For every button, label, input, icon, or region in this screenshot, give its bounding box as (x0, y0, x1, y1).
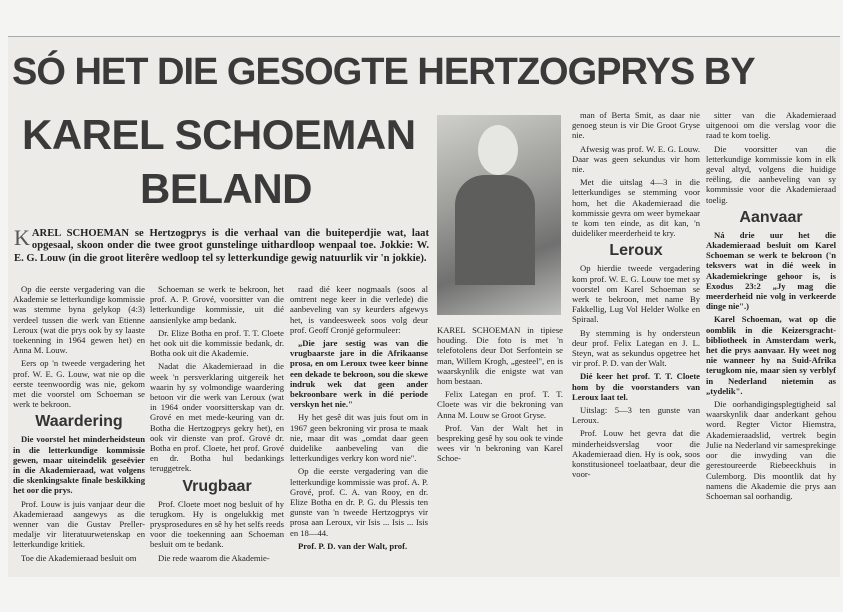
paragraph: Eers op 'n tweede vergadering het prof. W. E. G. Louw, wat nie op die eerste teenwoordig was nie, gekom met die voorstel om Schoeman se werk te bekroon. (13, 358, 145, 410)
column-3 (290, 284, 428, 554)
paragraph: Prof. Louw het gevra dat die minderheidsverslag voor die Akademieraad dien. Hy is ook, soos konstitusioneel toelaatbaar, deur die voor- (572, 428, 700, 480)
paragraph: Die oorhandigingsplegtigheid sal waarskynlik daar anderkant gehou word. Regter Victor Hiemstra, Akademieraadslid, vertrek begin Julie na Nederland vir samesprekinge oor die inwyding van die gerestoureerde Riebeeckhuis in Culemborg. Dis moontlik dat hy namens die Akademie die prys aan Schoeman sal oorhandig. (706, 399, 836, 501)
paragraph: Felix Lategan en prof. T. T. Cloete was vir die bekroning van Anna M. Louw se Groot Gryse. (437, 389, 563, 420)
paragraph: Met die uitslag 4—3 in die letterkundiges se stemming voor hom, het die Akademieraad die kommissie gevra om weer bymekaar te kom ten einde, as dit kan, 'n duideliker meerderheid te kry. (572, 177, 700, 239)
paragraph: Toe die Akademieraad besluit om (21, 552, 137, 563)
paragraph: Op die eerste vergadering van die Akademie se letterkundige kommissie was stemme byna gelykop (4:3) verdeel tussen die werk van Etienne Leroux (wat die prys ook by sy laaste toekenning in 1964 gewen het) en Anna M. Louw. (13, 284, 145, 356)
column-1 (13, 284, 145, 566)
paragraph: Prof. Cloete moet nog besluit of hy terugkom. Hy is ongelukkig met prysprosedures en sê hy het selfs reeds voor die toekenning aan Schoeman besluit om te bedank. (150, 498, 284, 550)
column-4 (437, 325, 563, 467)
column-2 (150, 284, 284, 566)
paragraph: Hy het gesê dit was juis fout om in 1967 geen bekroning vir prosa te maak nie, maar dit was „omdat daar geen duidelike aanbeveling van die letterkundiges verkry kon word nie". (290, 412, 428, 464)
subheading: Aanvaar (739, 208, 803, 226)
paragraph: Prof. P. D. van der Walt, prof. (298, 540, 408, 551)
paragraph: Schoeman se werk te bekroon, het prof. A. P. Grové, voorsitter van die letterkundige kommissie, uit dié aansienlyke amp bedank. (150, 284, 284, 325)
paragraph: Die voorsitter van die letterkundige kommissie kom in elk geval altyd, volgens die huidige reëling, die aanbeveling van sy kommissie voor die Akademieraad toelig. (706, 143, 836, 205)
photo-caption: KAREL SCHOEMAN in tipiese houding. Die foto is met 'n telefotolens deur Dot Serfontein se man, Willem Krogh, „gesteel", en is waarskynlik die enigste wat van hom bestaan. (437, 325, 563, 387)
paragraph: Afwesig was prof. W. E. G. Louw. Daar was geen sekundus vir hom nie. (572, 143, 700, 175)
paragraph: raad dié keer nogmaals (soos al omtrent nege keer in die verlede) die aanbeveling van sy keurders afgewys het, is vandeesweek soos volg deur prof. Geoff Cronjé geformuleer: (290, 284, 428, 335)
paragraph: By stemming is hy ondersteun deur prof. Felix Lategan en J. L. Steyn, wat as sekundus opgetree het vir prof. P. D. van der Walt. (572, 327, 700, 369)
author-photo (437, 115, 561, 315)
paragraph: Prof. Van der Walt het in bespreking gesê hy sou ook te vinde wees vir 'n bekroning van Karel Schoe- (437, 422, 563, 464)
paragraph: Prof. Louw is juis vanjaar deur die Akademieraad aangewys as die wenner van die Gustav Preller-medalje vir literatuurwetenskap en letterkundige kritiek. (13, 498, 145, 550)
paragraph: Op die eerste vergadering van die letterkundige kommissie was prof. A. P. Grové, prof. C. A. van Rooy, en dr. Elize Botha en dr. P. G. du Plessis ten gunste van 'n tweede Hertzogprys vir prosa aan Leroux, vir Isis ... Isis ... Isis en 18—44. (290, 466, 428, 538)
paragraph: man of Berta Smit, as daar nie genoeg steun is vir Die Groot Gryse nie. (572, 110, 700, 141)
paragraph: Ná drie uur het die Akademieraad besluit om Karel Schoeman se werk te bekroon ('n teksvers wat in dié week in Akademiekringe gehoor is, is Exodus 23:2 „Jy mag die meerderheid nie volg in verkeerde dinge nie".) (706, 229, 836, 312)
headline-line-1: SÓ HET DIE GESOGTE HERTZOGPRYS BY (12, 51, 755, 93)
lead-text: AREL SCHOEMAN se Hertzogprys is die verhaal van die buiteperdjie wat, laat opgesaal, skoon onder die twee groot gunstelinge uithardloop wenpaal toe. Jokkie: W. E. G. Louw (in die groot literêre wedloop tel sy letterkundige gewig natuurlik vir 'n jokkie). (14, 228, 429, 264)
quote: „Die jare sestig was van die vrugbaarste jare in die Afrikaanse prosa, en om Leroux twee keer binne een dekade te bekroon, sou die skewe indruk wek dat geen ander bekroonbare werk in dié periode verskyn het nie." (290, 338, 428, 410)
headline-line-3: BELAND (140, 165, 312, 212)
drop-cap: K (14, 225, 30, 250)
paragraph: Die rede waarom die Akademie- (158, 552, 270, 563)
paragraph: Op hierdie tweede vergadering kom prof. W. E. G. Louw toe met sy voorstel om Karel Schoeman se werk te bekroon, met name By Fakkellig, Lug Vol Helder Wolke en Spiraal. (572, 263, 700, 325)
subheading: Leroux (609, 242, 663, 260)
paragraph: Nadat die Akademieraad in die week 'n persverklaring uitgereik het waarin hy sy volmondige waardering betoon vir die werk van Leroux (wat in 1964 onder voorsitterskap van dr. Grové en met mede-keuring van dr. Botha die Hertzogprys gekry het), en ook vir dienste van prof. Grové dr. Botha en prof. Cloete, het prof. Grové en dr. Botha hul bedankings teruggetrek. (150, 361, 284, 474)
paragraph: Dr. Elize Botha en prof. T. T. Cloete het ook uit die kommissie bedank, dr. Botha ook uit die Akademie. (150, 327, 284, 359)
column-5 (572, 110, 700, 483)
column-6 (706, 110, 836, 504)
lead-paragraph (14, 225, 429, 265)
paragraph: sitter van die Akademieraad uitgenooi om die verslag voor die raad te kom toelig. (706, 110, 836, 141)
paragraph: Dié keer het prof. T. T. Cloete hom by die voorstanders van Leroux laat tel. (572, 371, 700, 402)
paragraph: Uitslag: 5—3 ten gunste van Leroux. (572, 405, 700, 426)
photo-body (455, 175, 535, 285)
subheading: Waardering (35, 413, 123, 431)
paragraph: Karel Schoeman, wat op die oomblik in die Keizersgracht-bibliotheek in Amsterdam werk, het die prys aanvaar. Hy weet nog nie wanneer hy na Suid-Afrika terugkom nie, maar sien sy verblyf in Nederland nietemin as „tydelik". (706, 314, 836, 396)
photo-head (478, 125, 518, 175)
subheading: Vrugbaar (182, 477, 252, 495)
headline-line-2: KAREL SCHOEMAN (22, 111, 416, 158)
paragraph: Die voorstel het minderheidsteun in die letterkundige kommissie gewen, maar uiteindelik geseëvier in die Akademieraad, wat volgens die skenkingsakte finale beskikking het oor die prys. (13, 434, 145, 496)
